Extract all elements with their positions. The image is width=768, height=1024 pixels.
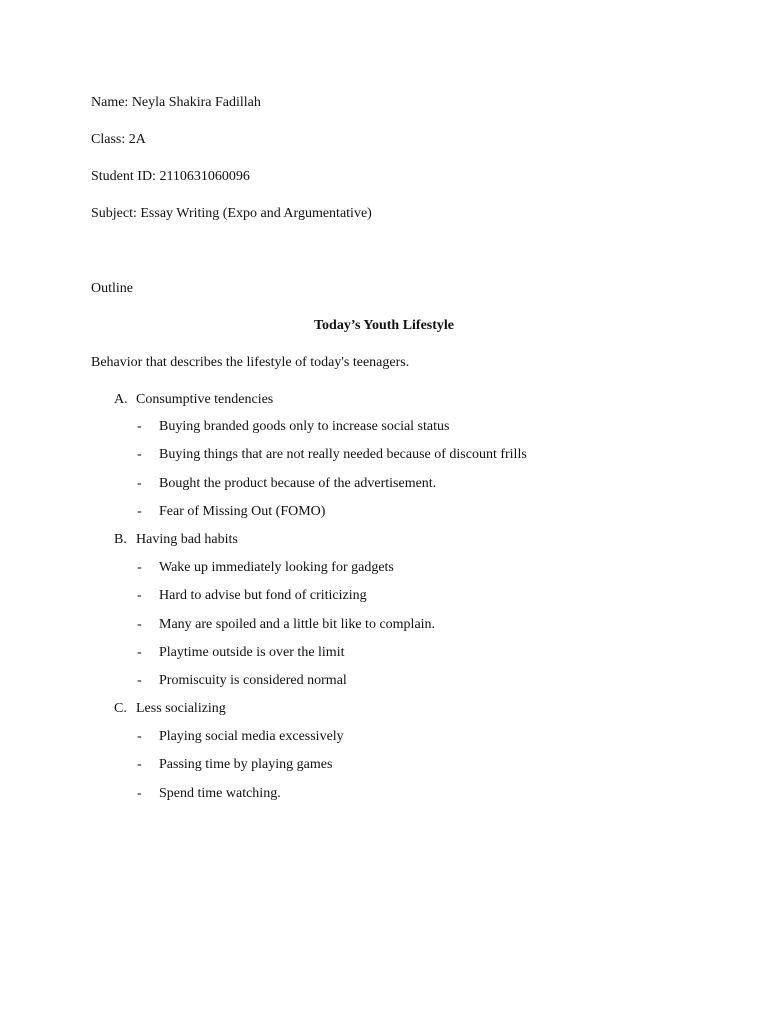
- section-heading: Consumptive tendencies: [136, 392, 274, 407]
- student-class: Class: 2A: [91, 132, 146, 147]
- bullet-dash: -: [137, 757, 142, 772]
- bullet-dash: -: [137, 419, 142, 434]
- list-item: Fear of Missing Out (FOMO): [159, 504, 326, 519]
- bullet-dash: -: [137, 673, 142, 688]
- bullet-dash: -: [137, 447, 142, 462]
- essay-title: Today’s Youth Lifestyle: [313, 318, 455, 333]
- section-letter: C.: [114, 701, 127, 716]
- list-item: Playing social media excessively: [159, 729, 344, 744]
- section-letter: A.: [114, 392, 128, 407]
- subject: Subject: Essay Writing (Expo and Argumentative): [91, 206, 372, 221]
- section-heading: Having bad habits: [136, 532, 238, 547]
- list-item: Hard to advise but fond of criticizing: [159, 588, 367, 603]
- student-name: Name: Neyla Shakira Fadillah: [91, 95, 261, 110]
- list-item: Many are spoiled and a little bit like to complain.: [159, 617, 436, 632]
- outline-label: Outline: [91, 281, 133, 296]
- bullet-dash: -: [137, 617, 142, 632]
- list-item: Spend time watching.: [159, 786, 281, 801]
- bullet-dash: -: [137, 645, 142, 660]
- bullet-dash: -: [137, 729, 142, 744]
- section-letter: B.: [114, 532, 127, 547]
- list-item: Passing time by playing games: [159, 757, 333, 772]
- list-item: Wake up immediately looking for gadgets: [159, 560, 394, 575]
- student-id: Student ID: 2110631060096: [91, 169, 250, 184]
- intro-text: Behavior that describes the lifestyle of today's teenagers.: [91, 355, 410, 370]
- list-item: Buying things that are not really needed because of discount frills: [159, 447, 527, 462]
- bullet-dash: -: [137, 588, 142, 603]
- list-item: Promiscuity is considered normal: [159, 673, 347, 688]
- section-heading: Less socializing: [136, 701, 226, 716]
- list-item: Playtime outside is over the limit: [159, 645, 345, 660]
- list-item: Buying branded goods only to increase social status: [159, 419, 450, 434]
- bullet-dash: -: [137, 786, 142, 801]
- bullet-dash: -: [137, 476, 142, 491]
- list-item: Bought the product because of the advertisement.: [159, 476, 437, 491]
- bullet-dash: -: [137, 504, 142, 519]
- bullet-dash: -: [137, 560, 142, 575]
